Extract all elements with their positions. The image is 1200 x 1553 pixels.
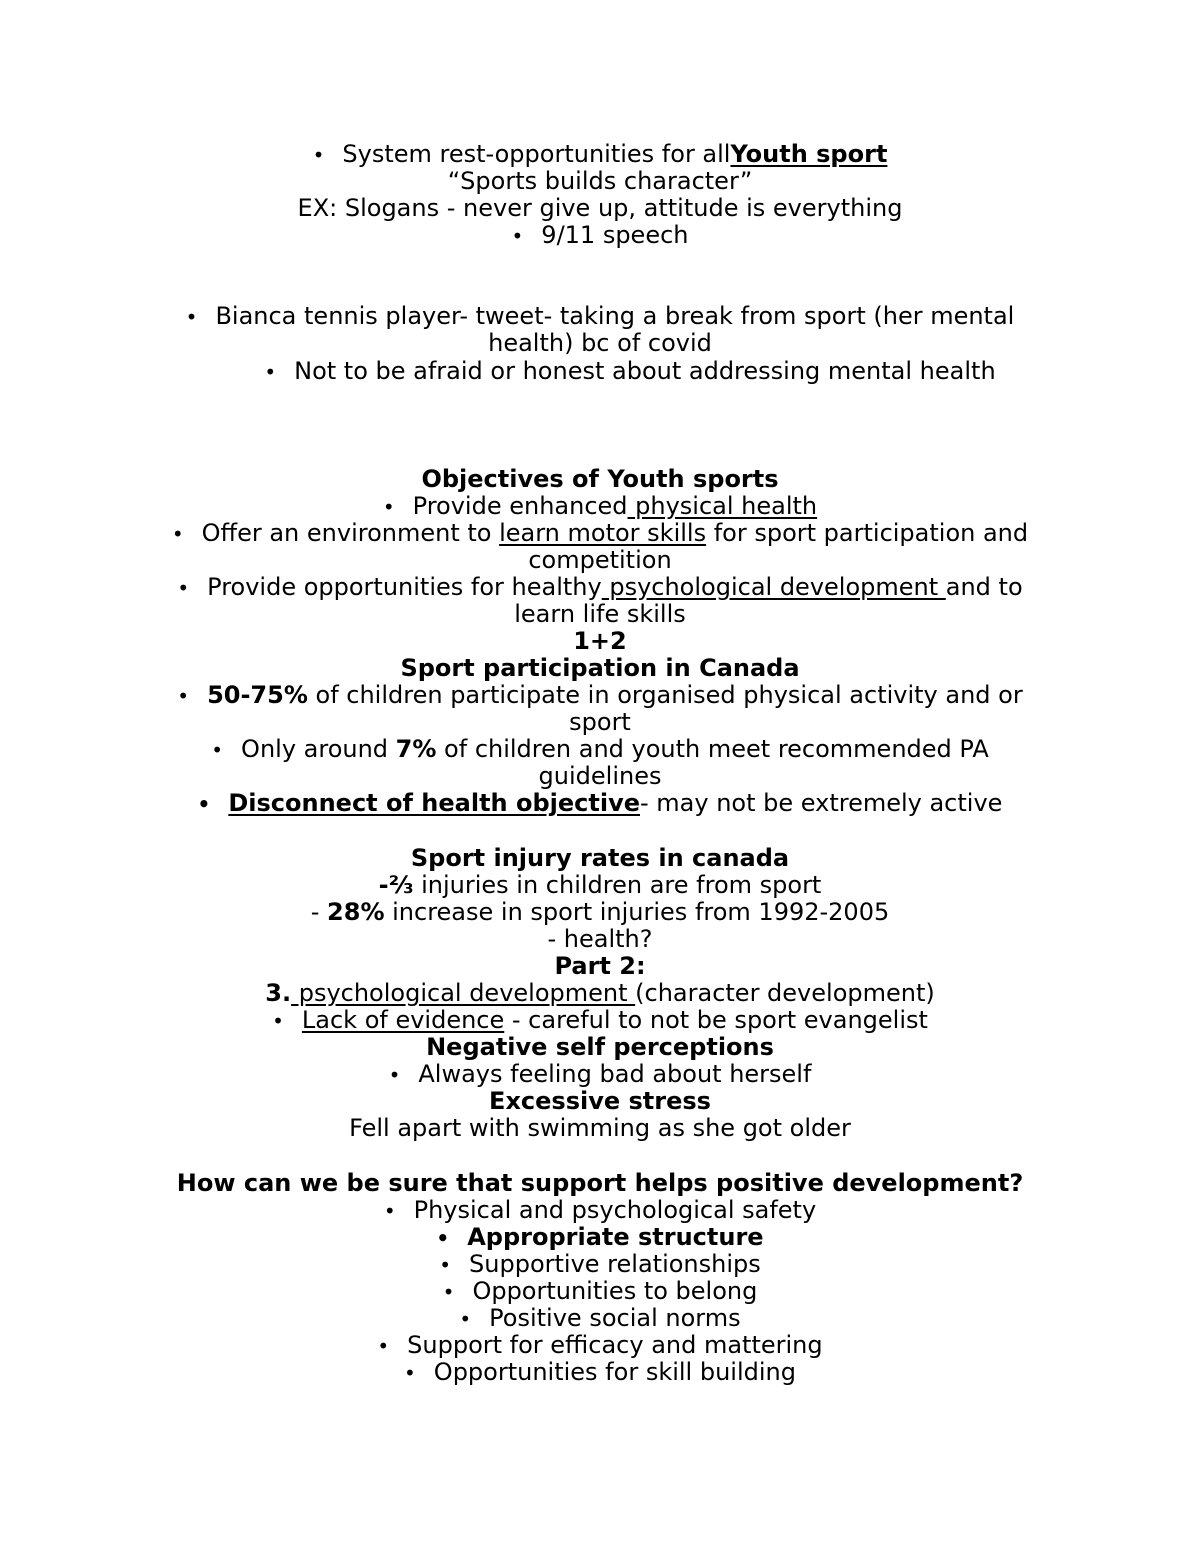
line-text: and to <box>945 573 1023 601</box>
bullet-not-afraid <box>0 358 1200 386</box>
bullet-safety <box>0 1197 1200 1225</box>
underlined-term: Lack of evidence <box>301 1006 505 1034</box>
underlined-term: psychological development <box>601 573 946 601</box>
bullet-icon: • <box>171 522 184 546</box>
bullet-icon: • <box>459 1307 472 1331</box>
line-text: System rest-opportunities for all <box>342 140 731 168</box>
bullet-icon: • <box>404 1361 416 1385</box>
line-text: Opportunities to belong <box>472 1277 758 1305</box>
underlined-term: learn motor skills <box>499 519 707 547</box>
line-text: Bianca tennis player- tweet- taking a break from sport (her mental <box>215 302 1015 330</box>
bullet-motor-skills <box>0 520 1200 548</box>
line-text: (character development) <box>635 979 935 1007</box>
line-text: of children and youth meet recommended PA <box>436 735 989 763</box>
negative-perceptions-heading: Negative self perceptions <box>426 1033 774 1061</box>
bullet-icon: • <box>377 1334 390 1358</box>
bullet-icon: • <box>177 684 190 708</box>
bullet-icon: • <box>442 1280 455 1304</box>
participation-continuation: sport <box>569 708 631 736</box>
line-text: Physical and psychological safety <box>413 1196 817 1224</box>
bullet-physical-health <box>0 493 1200 521</box>
swimming-line: Fell apart with swimming as she got older <box>349 1114 851 1142</box>
guidelines-continuation: guidelines <box>538 762 662 790</box>
bullet-system-rest <box>0 141 1200 169</box>
line-text: Always feeling bad about herself <box>418 1060 812 1088</box>
quote-line: “Sports builds character” <box>447 167 753 195</box>
line-text: of children participate in organised physical activity and or <box>307 681 1023 709</box>
slogans-line: EX: Slogans - never give up, attitude is everything <box>297 194 903 222</box>
line-text: injuries in children are from sport <box>413 871 822 899</box>
line-text: for sport participation and <box>706 519 1029 547</box>
bullet-lack-evidence <box>0 1007 1200 1035</box>
bullet-icon: • <box>264 360 277 384</box>
line-text: Provide opportunities for healthy <box>207 573 602 601</box>
bullet-skill-building <box>0 1359 1200 1387</box>
excessive-stress-heading: Excessive stress <box>489 1087 711 1115</box>
line-text: - <box>310 898 328 926</box>
bullet-structure <box>0 1224 1200 1252</box>
line-text: Not to be afraid or honest about addressing mental health <box>294 357 996 385</box>
stat-value: 7% <box>395 735 437 763</box>
participation-heading: Sport participation in Canada <box>400 654 800 682</box>
bullet-participation-rate <box>0 682 1200 710</box>
bullet-icon: • <box>439 1253 452 1277</box>
item-number: 3. <box>265 979 292 1007</box>
bullet-icon: • <box>511 224 524 248</box>
line-text: increase in sport injuries from 1992-2005 <box>384 898 890 926</box>
bullet-icon: • <box>177 576 190 600</box>
line-text: Support for efficacy and mattering <box>407 1331 823 1359</box>
psych-development-line <box>0 980 1200 1007</box>
injury-fraction-line <box>0 872 1200 899</box>
bullet-relationships <box>0 1251 1200 1279</box>
line-text: Appropriate structure <box>467 1223 764 1251</box>
line-text: - may not be extremely active <box>640 789 1003 817</box>
line-text: Only around <box>241 735 396 763</box>
underlined-term: physical health <box>627 492 818 520</box>
bullet-efficacy <box>0 1332 1200 1360</box>
stat-value: 50-75% <box>207 681 308 709</box>
line-text: Opportunities for skill building <box>433 1358 796 1386</box>
objectives-heading: Objectives of Youth sports <box>421 465 779 493</box>
bullet-bianca <box>0 303 1200 331</box>
youth-sport-heading: Youth sport <box>730 140 888 168</box>
bullet-icon: • <box>211 738 224 762</box>
underlined-term: Disconnect of health objective <box>228 789 640 817</box>
bianca-continuation: health) bc of covid <box>488 329 712 357</box>
injury-increase-line <box>0 899 1200 926</box>
line-text: Provide enhanced <box>412 492 628 520</box>
line-text: Positive social norms <box>489 1304 741 1332</box>
bullet-icon: • <box>185 305 198 329</box>
bullet-icon: • <box>383 1199 396 1223</box>
bullet-icon: • <box>272 1009 284 1033</box>
bullet-icon: • <box>388 1063 401 1087</box>
part-two-heading: Part 2: <box>554 952 646 980</box>
motor-skills-continuation: competition <box>528 546 672 574</box>
bullet-disconnect <box>0 790 1200 818</box>
line-text: Offer an environment to <box>201 519 500 547</box>
line-text: Supportive relationships <box>469 1250 761 1278</box>
health-question: - health? <box>547 925 653 953</box>
stat-value: 28% <box>327 898 385 926</box>
bullet-icon: • <box>312 143 325 167</box>
stat-value: -⅔ <box>378 871 414 899</box>
one-plus-two: 1+2 <box>573 627 627 655</box>
bullet-psych-development <box>0 574 1200 602</box>
psych-continuation: learn life skills <box>514 600 686 628</box>
bullet-feeling-bad <box>0 1061 1200 1089</box>
bullet-icon: • <box>382 495 395 519</box>
bullet-belong <box>0 1278 1200 1306</box>
injury-heading: Sport injury rates in canada <box>410 844 790 872</box>
bullet-social-norms <box>0 1305 1200 1333</box>
line-text: 9/11 speech <box>541 221 689 249</box>
underlined-term: psychological development <box>291 979 636 1007</box>
bullet-pa-guidelines <box>0 736 1200 764</box>
bullet-icon: • <box>197 792 211 816</box>
line-text: - careful to not be sport evangelist <box>504 1006 928 1034</box>
positive-development-heading: How can we be sure that support helps positive development? <box>176 1169 1024 1197</box>
bullet-icon: • <box>436 1226 450 1250</box>
bullet-speech <box>0 222 1200 250</box>
